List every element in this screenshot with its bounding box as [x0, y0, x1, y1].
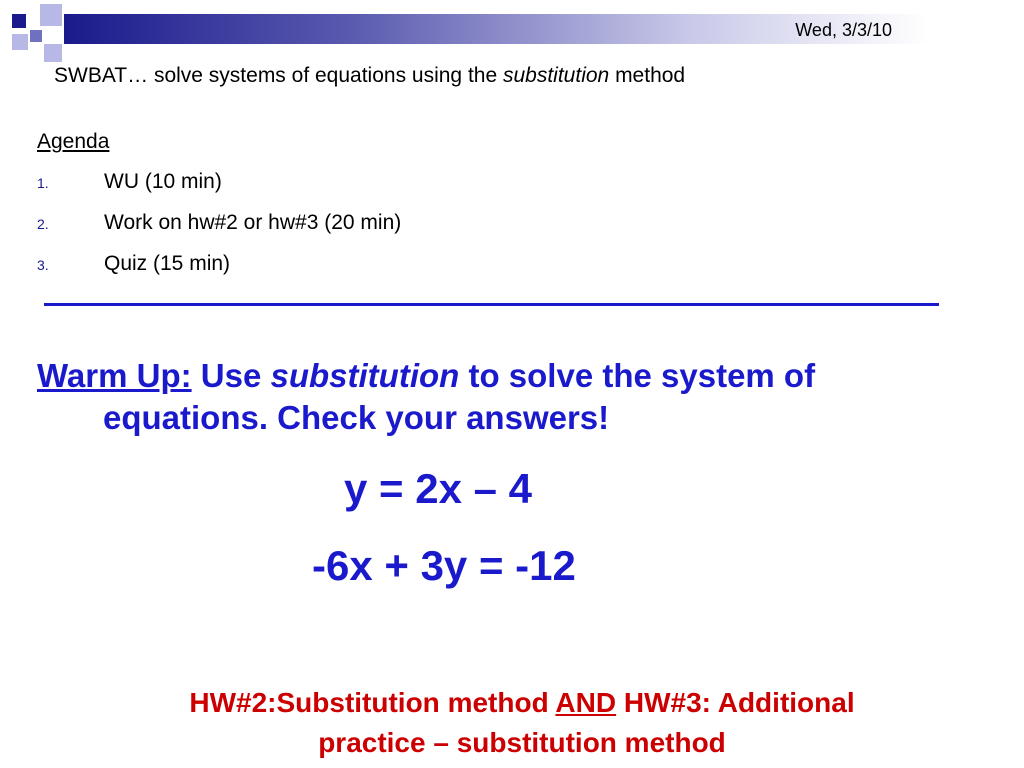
warmup-prompt [37, 355, 997, 439]
objective-statement [54, 64, 685, 88]
warmup-text-before: Use [200, 357, 262, 394]
homework-line-1 [72, 683, 972, 723]
homework-line-2: practice – substitution method [318, 727, 726, 758]
warmup-text-after: to solve the system of [468, 357, 816, 394]
agenda-item-number: 3. [37, 257, 49, 273]
decorative-square [40, 4, 62, 26]
agenda-item-text: WU (10 min) [104, 170, 222, 193]
equation-1: y = 2x – 4 [344, 465, 532, 512]
objective-prefix: SWBAT… solve systems of equations using the [54, 64, 498, 87]
warmup-line-1 [37, 355, 997, 397]
decorative-square [44, 44, 62, 62]
homework-part-1: HW#2:Substitution method [189, 687, 549, 718]
homework-part-2: HW#3: Additional [623, 687, 855, 718]
agenda-title: Agenda [37, 130, 110, 153]
agenda-item-number: 2. [37, 216, 49, 232]
section-divider [44, 303, 939, 306]
slide-date: Wed, 3/3/10 [795, 20, 892, 40]
objective-emphasis: substitution [502, 64, 610, 87]
decorative-square [12, 14, 26, 28]
warmup-emphasis: substitution [270, 357, 460, 394]
decorative-square [12, 34, 28, 50]
agenda-item-text: Quiz (15 min) [104, 252, 231, 275]
equation-2: -6x + 3y = -12 [312, 542, 576, 589]
homework-and: AND [555, 687, 617, 718]
homework-note [72, 683, 972, 763]
objective-suffix: method [615, 64, 686, 87]
warmup-line-2: equations. Check your answers! [103, 399, 610, 436]
decorative-square [30, 30, 42, 42]
agenda-item-text: Work on hw#2 or hw#3 (20 min) [104, 211, 402, 234]
agenda-item-number: 1. [37, 175, 49, 191]
warmup-label: Warm Up: [37, 357, 192, 394]
